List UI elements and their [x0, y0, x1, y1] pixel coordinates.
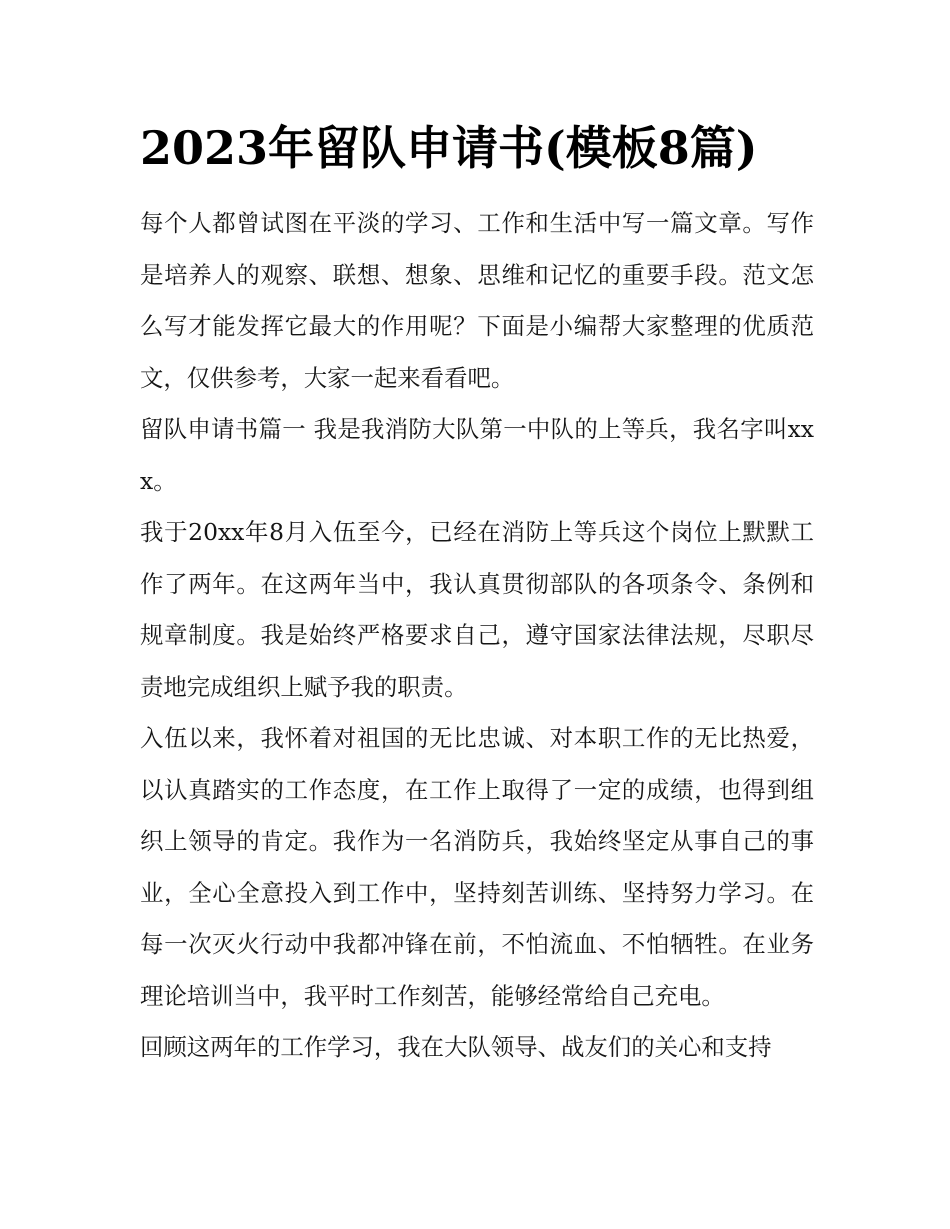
document-title: 2023年留队申请书(模板8篇): [140, 121, 758, 175]
paragraph-review: 回顾这两年的工作学习，我在大队领导、战友们的关心和支持: [140, 1033, 772, 1061]
paragraph-service-record: 入伍以来，我怀着对祖国的无比忠诚、对本职工作的无比热爱，以认真踏实的工作态度，在工作上取得了一定的成绩，也得到组织上领导的肯定。我作为一名消防兵，我始终坚定从事自己的事业，全心全意投入到工作中，坚持刻苦训练、坚持努力学习。在每一次灭火行动中我都冲锋在前，不怕流血、不怕牺牲。在业务理论培训当中，我平时工作刻苦，能够经常给自己充电。: [140, 724, 814, 1010]
paragraph-sample-one-opening: 留队申请书篇一 我是我消防大队第一中队的上等兵，我名字叫xxx。: [140, 415, 814, 495]
paragraph-intro: 每个人都曾试图在平淡的学习、工作和生活中写一篇文章。写作是培养人的观察、联想、想象、思维和记忆的重要手段。范文怎么写才能发挥它最大的作用呢？下面是小编帮大家整理的优质范文，仅供参考，大家一起来看看吧。: [140, 209, 814, 392]
document-body: [140, 198, 814, 1074]
paragraph-enlistment: 我于20xx年8月入伍至今，已经在消防上等兵这个岗位上默默工作了两年。在这两年当中，我认真贯彻部队的各项条令、条例和规章制度。我是始终严格要求自己，遵守国家法律法规，尽职尽责地完成组织上赋予我的职责。: [140, 518, 814, 701]
